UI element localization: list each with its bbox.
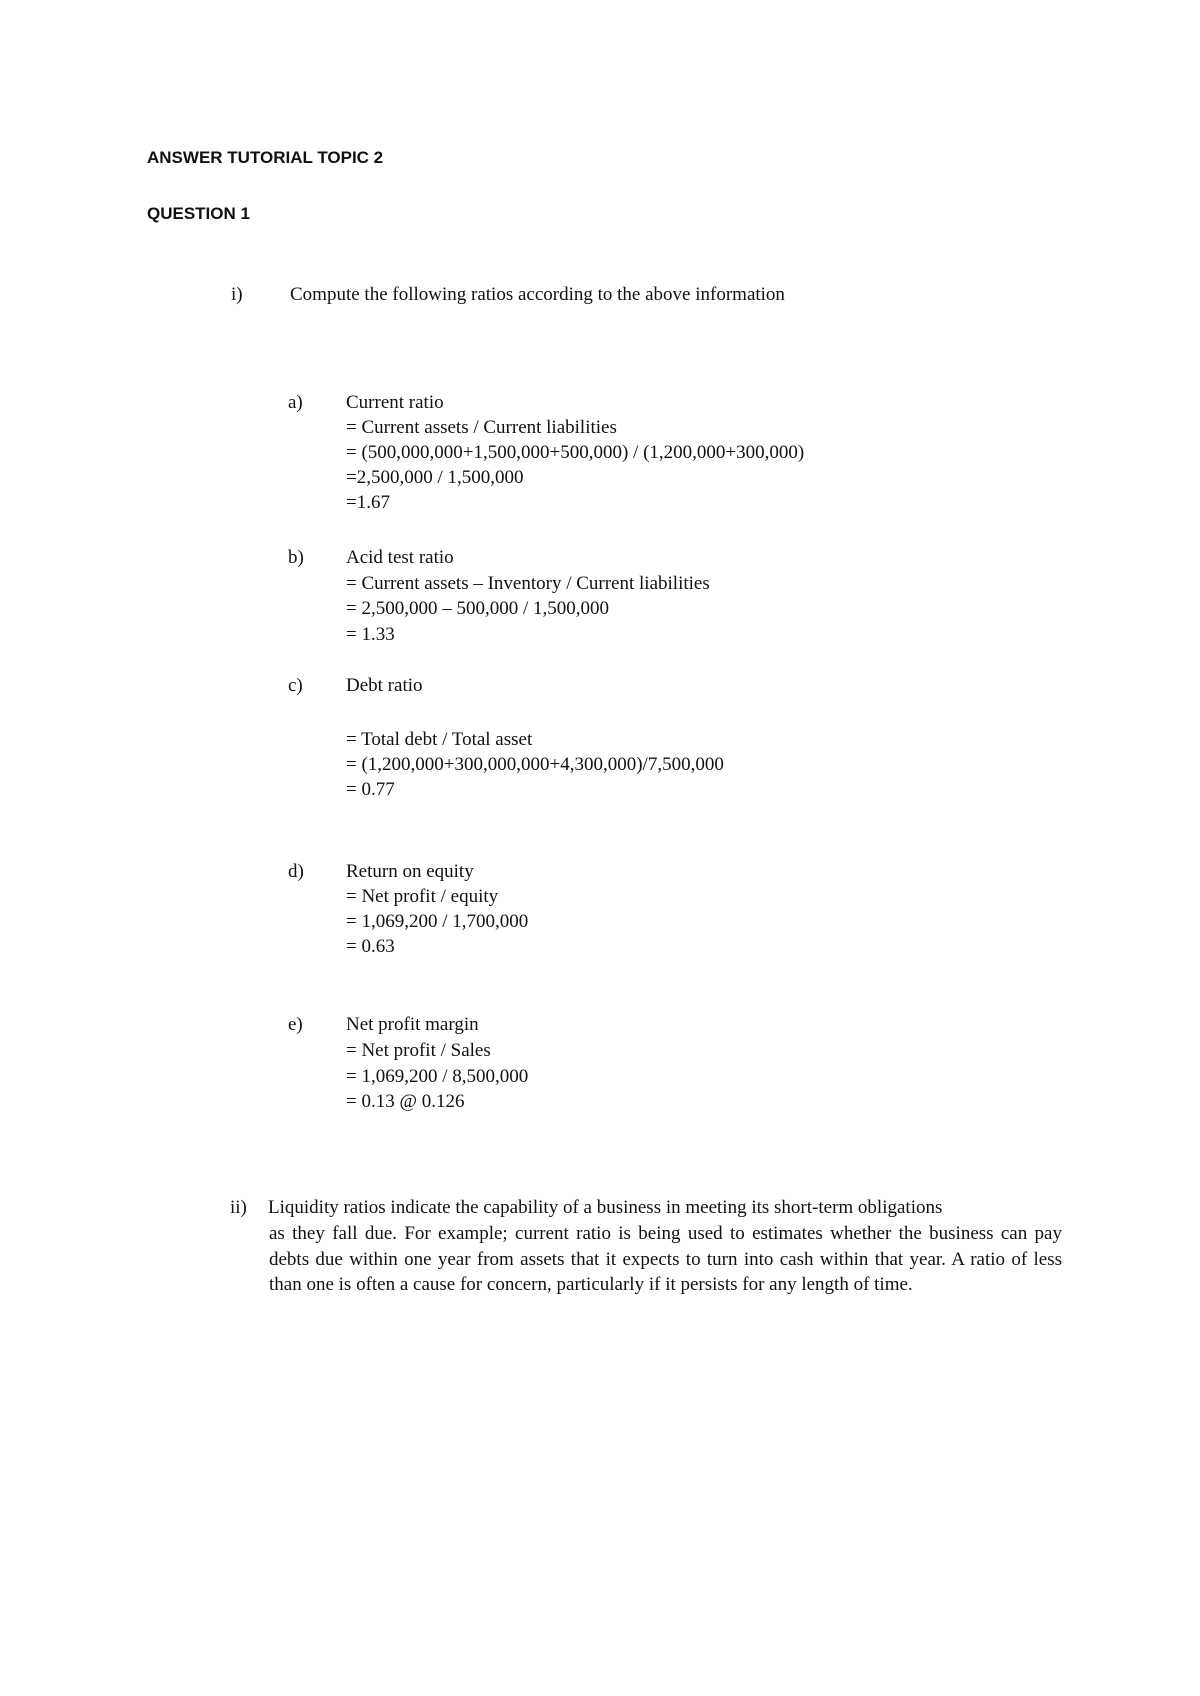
ratio-label: a) <box>288 392 303 413</box>
ratio-formula-line: = Net profit / equity <box>346 886 499 907</box>
part-ii-paragraph: as they fall due. For example; current ratio is being used to estimates whether the business can pay debts due within one year from assets that it expects to turn into cash within that year. A ratio of less than one is often a cause for concern, particularly if it persists for any length of time. <box>269 1223 1062 1295</box>
ratio-formula-line: = Current assets / Current liabilities <box>346 417 617 438</box>
ratio-name: Acid test ratio <box>346 547 454 568</box>
ratio-formula-line: = 2,500,000 – 500,000 / 1,500,000 <box>346 598 609 619</box>
question-heading: QUESTION 1 <box>147 204 250 223</box>
ratio-name: Net profit margin <box>346 1014 479 1035</box>
ratio-result: = 0.13 @ 0.126 <box>346 1091 465 1112</box>
ratio-name: Debt ratio <box>346 675 423 696</box>
ratio-formula-line: = 1,069,200 / 8,500,000 <box>346 1066 529 1087</box>
ratio-label: b) <box>288 547 304 568</box>
ratio-formula-line: = Total debt / Total asset <box>346 729 533 750</box>
ratio-label: d) <box>288 861 304 882</box>
ratio-label: c) <box>288 675 303 696</box>
ratio-formula-line: = (500,000,000+1,500,000+500,000) / (1,200,000+300,000) <box>346 442 805 463</box>
ratio-result: =1.67 <box>346 492 390 513</box>
part-ii-label: ii) <box>230 1197 247 1218</box>
ratio-label: e) <box>288 1014 303 1035</box>
ratio-formula-line: = Net profit / Sales <box>346 1040 491 1061</box>
part-i-label: i) <box>231 284 243 305</box>
part-ii-lead-line: Liquidity ratios indicate the capability of a business in meeting its short-term obligations <box>268 1197 943 1218</box>
ratio-formula-line: =2,500,000 / 1,500,000 <box>346 467 524 488</box>
ratio-name: Current ratio <box>346 392 444 413</box>
ratio-result: = 0.63 <box>346 936 395 957</box>
ratio-name: Return on equity <box>346 861 474 882</box>
ratio-formula-line: = 1,069,200 / 1,700,000 <box>346 911 529 932</box>
ratio-result: = 1.33 <box>346 624 395 645</box>
ratio-formula-line: = (1,200,000+300,000,000+4,300,000)/7,500,000 <box>346 754 724 775</box>
ratio-result: = 0.77 <box>346 779 395 800</box>
part-i-instruction: Compute the following ratios according to the above information <box>290 284 785 305</box>
document-title: ANSWER TUTORIAL TOPIC 2 <box>147 148 384 167</box>
ratio-formula-line: = Current assets – Inventory / Current liabilities <box>346 573 710 594</box>
